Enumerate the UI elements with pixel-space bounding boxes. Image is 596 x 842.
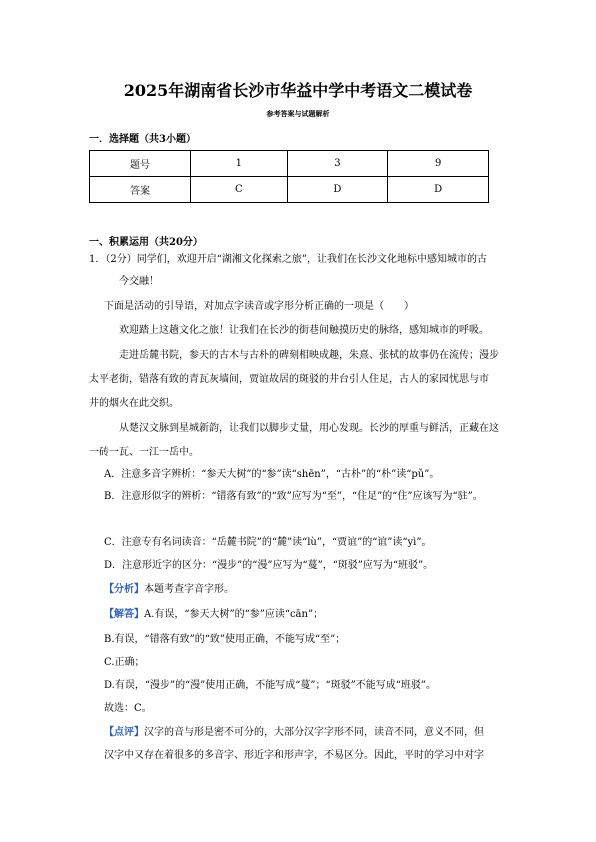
table-cell: D (287, 177, 388, 203)
option-a: A．注意多音字辨析：“参天大树”的“参”读“shēn”，“古朴”的“朴”读“pǔ”。 (104, 469, 440, 480)
answer-line: 故选：C。 (104, 703, 152, 714)
table-cell: C (191, 177, 288, 203)
option-d: D．注意形近字的区分：“漫步”的“漫”应写为“蔓”，“斑驳”应写为“班驳”。 (104, 560, 434, 571)
table-cell: 题号 (90, 151, 191, 177)
analysis-text: 本题考查字音字形。 (144, 584, 234, 595)
answer-line: B.有误，“错落有致”的“致”使用正确，不能写成“至”； (104, 634, 346, 645)
analysis-line (104, 583, 234, 597)
section-heading-accumulation: 一、积累运用（共20分） (89, 237, 203, 248)
question-line: 1．（2分）同学们，欢迎开启“湖湘文化探索之旅”，让我们在长沙文化地标中感知城市的古 (89, 254, 487, 265)
answer-line: D.有误，“漫步”的“漫”使用正确，不能写成“蔓”；“斑驳”不能写成“班驳”。 (104, 680, 436, 691)
question-line: 今交融！ (119, 276, 159, 287)
answer-line (104, 608, 323, 622)
page-title: 2025年湖南省长沙市华益中学中考语文二模试卷 (123, 81, 473, 100)
answer-text: A.有误，“参天大树”的“参”应读“cān”； (144, 609, 324, 620)
section-heading-choice: 一．选择题（共3小题） (89, 134, 196, 145)
table-cell: D (388, 177, 489, 203)
passage-line: 太平老街，错落有致的青瓦灰墙间，贾谊故居的斑驳的井台引人住足，古人的家园忧思与市 (89, 374, 489, 385)
comment-tag: 【点评】 (104, 727, 144, 738)
question-line: 下面是活动的引导语，对加点字读音或字形分析正确的一项是（ ） (104, 301, 414, 312)
option-c: C．注意专有名词读音：“岳麓书院”的“麓”读“lù”，“贾谊”的“谊”读“yì”。 (104, 537, 432, 548)
comment-line (104, 726, 484, 740)
passage-line: 井的烟火在此交织。 (89, 398, 179, 409)
passage-line: 一砖一瓦、一江一岳中。 (89, 447, 199, 458)
answer-line: C.正确； (104, 657, 145, 668)
table-cell: 3 (287, 151, 388, 177)
table-cell: 9 (388, 151, 489, 177)
passage-line: 从楚汉文脉到星城新韵，让我们以脚步丈量，用心发现。长沙的厚重与鲜活，正藏在这 (119, 423, 499, 434)
table-row (90, 177, 489, 203)
table-row (90, 151, 489, 177)
comment-text: 汉字的音与形是密不可分的，大部分汉字字形不同，读音不同，意义不同，但 (144, 727, 484, 738)
answer-tag: 【解答】 (104, 609, 144, 620)
passage-line: 欢迎踏上这趟文化之旅！让我们在长沙的街巷间触摸历史的脉络，感知城市的呼吸。 (119, 325, 489, 336)
comment-line: 汉字中又存在着很多的多音字、形近字和形声字，不易区分。因此，平时的学习中对字 (104, 750, 484, 761)
option-b: B．注意形似字的辨析：“错落有致”的“致”应写为“至”，“住足”的“住”应该写为“驻”。 (104, 491, 483, 502)
page-subtitle: 参考答案与试题解析 (266, 109, 330, 118)
table-cell: 答案 (90, 177, 191, 203)
passage-line: 走进岳麓书院，参天的古木与古朴的碑刻相映成趣，朱熹、张栻的故事仍在流传；漫步 (119, 350, 499, 361)
table-cell: 1 (191, 151, 288, 177)
analysis-tag: 【分析】 (104, 584, 144, 595)
answer-table (89, 150, 489, 203)
